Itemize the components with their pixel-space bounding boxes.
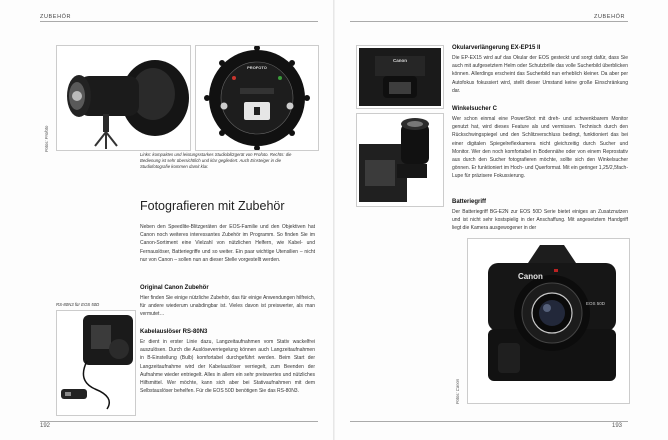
- left-photo-caption: Links: kompaktes und leistungsstarkes Studioblitzgerät von Profoto. Rechts: die Bedienung ist sehr übersichtlich und klar gegliedert. Auch Einsteiger in die Studiofotografie kommen damit klar.: [140, 152, 292, 169]
- control-panel-illustration: [196, 46, 318, 150]
- studio-flash-photo: [56, 45, 191, 151]
- subheading-battery-grip: Batteriegriff: [452, 199, 487, 205]
- right-photo-credit: Fotos: Canon: [455, 378, 460, 404]
- left-running-header: ZUBEHÖR: [40, 14, 72, 20]
- camera-model-label: EOS 50D: [586, 301, 606, 306]
- camera-with-grip-illustration: [468, 239, 629, 403]
- left-photo-credit: Fotos: Profoto: [44, 125, 49, 152]
- left-header-rule: [40, 21, 318, 22]
- dial-label: PROFOTO: [247, 65, 267, 70]
- flash-control-panel-photo: [195, 45, 319, 151]
- right-page-number: 193: [612, 423, 623, 429]
- angle-finder-photo: [356, 113, 444, 207]
- right-running-header: ZUBEHÖR: [594, 14, 626, 20]
- left-footer-rule: [40, 421, 318, 422]
- subheading-original-accessories: Original Canon Zubehör: [140, 285, 209, 291]
- studio-flash-illustration: [57, 46, 190, 150]
- angle-finder-illustration: [357, 114, 443, 206]
- eyepiece-brand: Canon: [393, 58, 407, 63]
- angle-finder-text: Wer schon einmal eine PowerShot mit dreh- und schwenkbarem Monitor genutzt hat, wird dieses Feature als und vermissen. Technisch durch den Rückschwingspiegel und den Schlitzverschluss bedingt, funktioniert das bei einer digitalen Spiegelreflexkamera nicht gleichzeitig durch Sucher und Monitor. Wer den noch komfortabel in Bodennähe oder von einem Reprostativ aus durch den Sucher fotografieren möchte, sollte sich den Winkelsucher gönnen. Er funktioniert im Hoch- und Querformat. Mit ein geringer 1,25/2,5fach-Lupe für präzisere Fokussierung.: [452, 116, 628, 180]
- camera-brand-label: Canon: [518, 272, 543, 281]
- battery-grip-photo: [467, 238, 630, 404]
- subheading-cable-release: Kabelauslöser RS-80N3: [140, 329, 208, 335]
- eyepiece-extender-photo: [356, 45, 444, 109]
- book-gutter: [333, 0, 335, 440]
- eyepiece-illustration: [357, 46, 443, 108]
- cable-release-text: Er dient in erster Linie dazu, Langzeitaufnahmen vom Stativ wackelfrei auszulösen. Durch die Auslöseverriegelung können auch Langzeitaufnahmen in B-Einstellung (Bulb) komfortabel durchgeführt werden. Beim Start der Langzeitaufnahme wird der Kabelauslöser verriegelt, zum Beenden der Aufnahme wieder entriegelt. Alles in allem ein sehr preiswertes und nützliches Hilfsmittel. Wer möchte, kann sich aber bei Stativaufnahmen mit dem Selbstauslöser behelfen. Für die EOS 50D benötigen Sie das RS-80N3.: [140, 339, 315, 395]
- original-accessories-text: Hier finden Sie einige nützliche Zubehör, das für einige Anwendungen hilfreich, für andere wiederum unabdingbar ist. Vieles davon ist preiswerter, als man vermutet…: [140, 295, 315, 318]
- left-page-number: 192: [40, 423, 51, 429]
- subheading-eyepiece-extender: Okularverlängerung EX-EP15 II: [452, 45, 541, 51]
- right-footer-rule: [350, 421, 628, 422]
- right-header-rule: [350, 21, 628, 22]
- battery-grip-text: Der Batteriegriff BG-E2N zur EOS 50D Serie bietet einiges an Zusatznutzen und ist nicht sehr kostspielig in der Anschaffung. Mit angesetztem Handgriff liegt die Kamera ausgewogener in der: [452, 209, 628, 232]
- intro-paragraph: Neben den Speedlite-Blitzgeräten der EOS-Familie und den Objektiven hat Canon noch weiteres interessantes Zubehör im Programm. So finden Sie im Canon-Sortiment eine Vielzahl von nützlichen Helfern, wie Kabel- und Fernauslöser, Batteriegriffe und so weiter. Ein paar wichtige Utensilien – nicht nur von Canon – sollen nun an dieser Stelle vorgestellt werden.: [140, 224, 315, 263]
- subheading-angle-finder: Winkelsucher C: [452, 106, 497, 112]
- cable-release-caption: RS-80N3 für EOS 50D: [56, 302, 100, 307]
- eyepiece-extender-text: Die EP-EX15 wird auf das Okular der EOS gesteckt und sorgt dafür, dass Sie auch mit aufgesetztem Helm oder Schutzbrille das volle Sucherbild überblicken können. Allerdings erscheint das Sucherbild nun erheblich kleiner. Da aber per Autofokus fokussiert wird, stellt dieser Umstand keine große Einschränkung dar.: [452, 55, 628, 94]
- cable-release-illustration: [57, 311, 135, 415]
- cable-release-photo: [56, 310, 136, 416]
- section-title: Fotografieren mit Zubehör: [140, 199, 285, 213]
